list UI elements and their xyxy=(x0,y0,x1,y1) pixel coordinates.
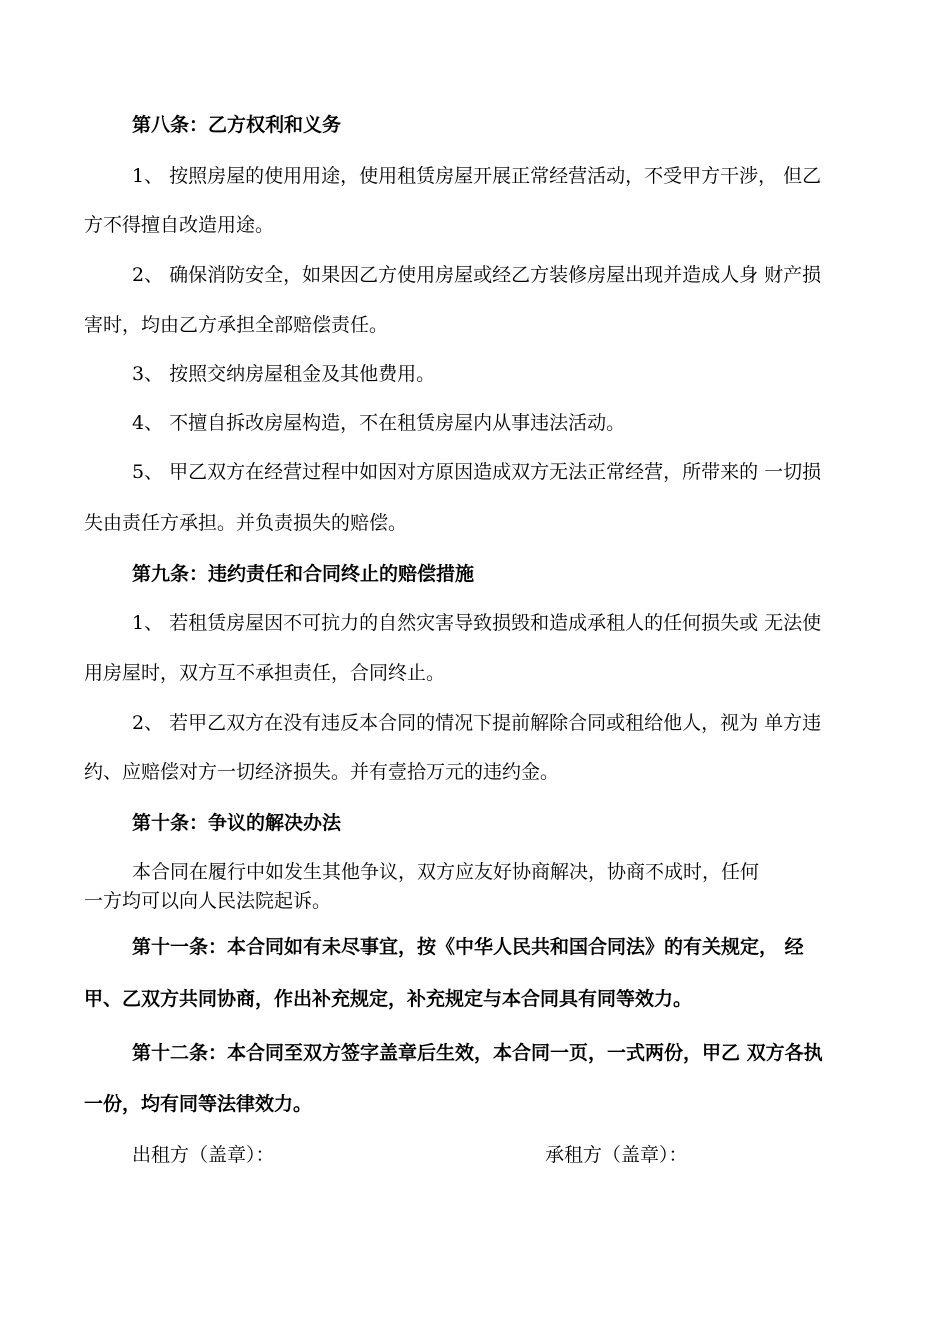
article-8-item-3: 3、 按照交纳房屋租金及其他费用。 xyxy=(132,363,436,385)
article-8-item-1-line-2: 方不得擅自改造用途。 xyxy=(84,214,275,236)
article-9-heading: 第九条：违约责任和合同终止的赔偿措施 xyxy=(132,563,475,585)
article-8-item-5-line-1: 5、 甲乙双方在经营过程中如因对方原因造成双方无法正常经营，所带来的 一切损 xyxy=(132,461,822,483)
article-12-line-2: 一份，均有同等法律效力。 xyxy=(84,1093,313,1115)
article-8-item-1-line-1: 1、 按照房屋的使用用途，使用租赁房屋开展正常经营活动，不受甲方干涉， 但乙 xyxy=(132,165,822,187)
lessee-signature-label: 承租方（盖章）： xyxy=(545,1144,688,1166)
article-8-item-2-line-2: 害时，均由乙方承担全部赔偿责任。 xyxy=(84,314,389,336)
article-10-line-1: 本合同在履行中如发生其他争议，双方应友好协商解决，协商不成时，任何 xyxy=(132,861,760,883)
article-8-item-2-line-1: 2、 确保消防安全，如果因乙方使用房屋或经乙方装修房屋出现并造成人身 财产损 xyxy=(132,264,822,286)
article-9-item-2-line-2: 约、应赔偿对方一切经济损失。并有壹拾万元的违约金。 xyxy=(84,761,560,783)
article-10-heading: 第十条：争议的解决办法 xyxy=(132,812,342,834)
article-8-item-5-line-2: 失由责任方承担。并负责损失的赔偿。 xyxy=(84,512,408,534)
article-11-line-1: 第十一条：本合同如有未尽事宜，按《中华人民共和国合同法》的有关规定， 经 xyxy=(132,936,804,958)
article-8-heading: 第八条：乙方权利和义务 xyxy=(132,114,342,136)
article-9-item-1-line-1: 1、 若租赁房屋因不可抗力的自然灾害导致损毁和造成承租人的任何损失或 无法使 xyxy=(132,612,822,634)
article-9-item-2-line-1: 2、 若甲乙双方在没有违反本合同的情况下提前解除合同或租给他人，视为 单方违 xyxy=(132,712,822,734)
article-12-line-1: 第十二条：本合同至双方签字盖章后生效，本合同一页，一式两份，甲乙 双方各执 xyxy=(132,1042,823,1064)
lessor-signature-label: 出租方（盖章）： xyxy=(132,1144,275,1166)
article-8-item-4: 4、 不擅自拆改房屋构造，不在租赁房屋内从事违法活动。 xyxy=(132,412,626,434)
article-11-line-2: 甲、乙双方共同协商，作出补充规定，补充规定与本合同具有同等效力。 xyxy=(84,988,693,1010)
article-9-item-1-line-2: 用房屋时，双方互不承担责任，合同终止。 xyxy=(84,662,446,684)
article-10-line-2: 一方均可以向人民法院起诉。 xyxy=(84,890,332,912)
